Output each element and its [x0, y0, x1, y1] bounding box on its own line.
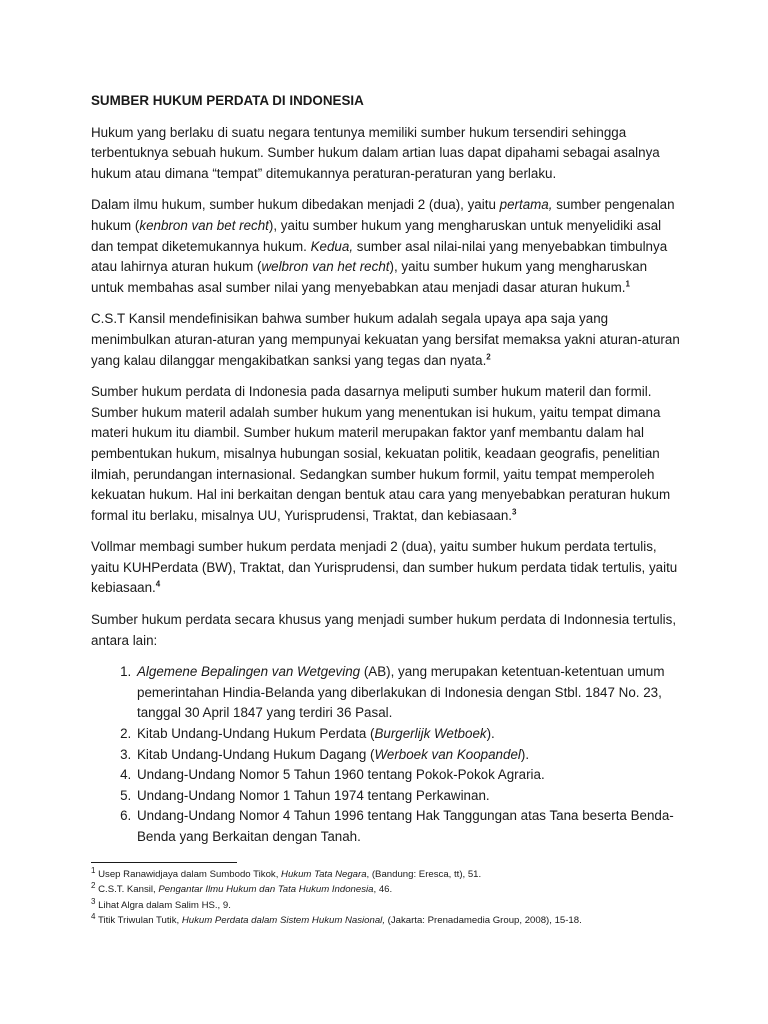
- footnote: [91, 867, 691, 882]
- text-segment: Dalam ilmu hukum, sumber hukum dibedakan menjadi 2 (dua), yaitu: [91, 197, 500, 213]
- list-item: [135, 745, 681, 766]
- footnote-marker: 4: [91, 912, 96, 922]
- text-segment: C.S.T. Kansil,: [95, 884, 159, 896]
- footnote: [91, 913, 691, 928]
- list-item: [135, 786, 681, 807]
- footnote-marker: 2: [91, 881, 96, 891]
- text-segment: Titik Triwulan Tutik,: [95, 915, 182, 927]
- text-segment: sumber asal nilai-nilai yang menyebabkan timbulnya atau lahirnya aturan hukum (: [91, 238, 668, 275]
- text-segment: Kitab Undang-Undang Hukum Dagang (: [137, 746, 375, 762]
- text-segment: ), yaitu sumber hukum yang mengharuskan untuk menyelidiki asal dan tempat diketemukannya hukum.: [91, 217, 662, 254]
- text-segment: Undang-Undang Nomor 4 Tahun 1996 tentang Hak Tanggungan atas Tana beserta Benda-Benda yang Berkaitan dengan Tanah.: [137, 808, 674, 844]
- paragraph: [91, 537, 681, 599]
- list-item: [135, 765, 681, 786]
- text-segment: Sumber hukum perdata secara khusus yang menjadi sumber hukum perdata di Indonnesia tertulis, antara lain:: [91, 612, 677, 648]
- text-segment: Hukum yang berlaku di suatu negara tentunya memiliki sumber hukum tersendiri sehingga terbentuknya sebuah hukum. Sumber hukum dalam artian luas dapat dipahami sebagai asalnya hukum atau dimana “tempat” ditemukannya peraturan-peraturan yang berlaku.: [91, 124, 660, 181]
- italic-text: Hukum Tata Negara: [281, 869, 367, 880]
- italic-text: Hukum Perdata dalam Sistem Hukum Nasional,: [181, 915, 385, 927]
- footnote-marker: 2: [486, 352, 491, 362]
- list-item: [135, 724, 681, 745]
- list-item: [135, 662, 681, 724]
- text-segment: , 46.: [373, 884, 393, 896]
- footnote-marker: 3: [91, 896, 96, 906]
- paragraph: [91, 309, 681, 371]
- text-segment: Undang-Undang Nomor 5 Tahun 1960 tentang Pokok-Pokok Agraria.: [137, 767, 545, 783]
- italic-text: Pengantar Ilmu Hukum dan Tata Hukum Indonesia: [158, 884, 374, 896]
- text-segment: ).: [486, 726, 495, 742]
- italic-text: Algemene Bepalingen van Wetgeving: [137, 664, 361, 680]
- text-segment: ).: [520, 746, 530, 762]
- italic-text: kenbron van bet recht: [139, 217, 269, 233]
- document-body: [91, 91, 681, 848]
- footnotes: [91, 867, 691, 929]
- italic-text: pertama,: [499, 197, 553, 213]
- italic-text: Werboek van Koopandel: [374, 746, 521, 762]
- paragraphs: [91, 123, 681, 652]
- text-segment: , (Bandung: Eresca, tt), 51.: [366, 869, 482, 880]
- footnote-separator: [91, 862, 237, 863]
- paragraph: [91, 123, 681, 185]
- italic-text: Kedua,: [310, 238, 354, 254]
- text-segment: ), yaitu sumber hukum yang mengharuskan untuk membahas asal sumber nilai yang menyebabkan atau menjadi dasar aturan hukum.: [91, 259, 648, 295]
- footnote: [91, 882, 691, 897]
- italic-text: welbron van het recht: [261, 259, 390, 275]
- footnote-marker: 4: [155, 580, 161, 589]
- text-segment: (Jakarta: Prenadamedia Group, 2008), 15-18.: [384, 915, 582, 927]
- footnote-marker: 3: [512, 507, 517, 517]
- footnote: [91, 898, 691, 913]
- text-segment: Sumber hukum perdata di Indonesia pada dasarnya meliputi sumber hukum materil dan formil. Sumber hukum materil adalah sumber hukum yang menentukan isi hukum, yaitu tempat dimana materi hukum itu diambil. Sumber hukum materil merupakan faktor yanf membantu dalam hal pembentukan hukum, misalnya hubungan sosial, kekuatan politik, keadaan geografis, penelitian ilmiah, perundangan internasional. Sedangkan sumber hukum formil, yaitu tempat memperoleh kekuatan hukum. Hal ini berkaitan dengan bentuk atau cara yang menyebabkan peraturan hukum formal itu berlaku, misalnya UU, Yurisprudensi, Traktat, dan kebiasaan.: [91, 384, 671, 523]
- paragraph: [91, 610, 681, 651]
- text-segment: Usep Ranawidjaya dalam Sumbodo Tikok,: [95, 869, 282, 880]
- text-segment: Kitab Undang-Undang Hukum Perdata (: [137, 726, 375, 742]
- text-segment: sumber pengenalan hukum (: [91, 197, 675, 233]
- text-segment: C.S.T Kansil mendefinisikan bahwa sumber hukum adalah segala upaya apa saja yang menimbulkan aturan-aturan yang mempunyai kekuatan yang bersifat memaksa yakni aturan-aturan yang kalau dilanggar mengakibatkan sanksi yang tegas dan nyata.: [91, 311, 680, 368]
- paragraph: [91, 382, 681, 526]
- italic-text: Burgerlijk Wetboek: [374, 726, 487, 742]
- sources-list: [91, 662, 681, 847]
- text-segment: Undang-Undang Nomor 1 Tahun 1974 tentang Perkawinan.: [137, 787, 490, 803]
- text-segment: Lihat Algra dalam Salim HS., 9.: [95, 899, 231, 911]
- footnote-marker: 1: [625, 279, 630, 289]
- text-segment: Vollmar membagi sumber hukum perdata menjadi 2 (dua), yaitu sumber hukum perdata tertulis, yaitu KUHPerdata (BW), Traktat, dan Yurisprudensi, dan sumber hukum perdata tidak tertulis, yaitu kebiasaan.: [91, 539, 678, 596]
- paragraph: [91, 195, 681, 298]
- text-segment: (AB), yang merupakan ketentuan-ketentuan umum pemerintahan Hindia-Belanda yang diberlakukan di Indonesia dengan Stbl. 1847 No. 23, tanggal 30 April 1847 yang terdiri 36 Pasal.: [137, 664, 665, 721]
- document-title: SUMBER HUKUM PERDATA DI INDONESIA: [91, 93, 364, 108]
- list-item: [135, 806, 681, 847]
- footnote-marker: 1: [91, 865, 96, 875]
